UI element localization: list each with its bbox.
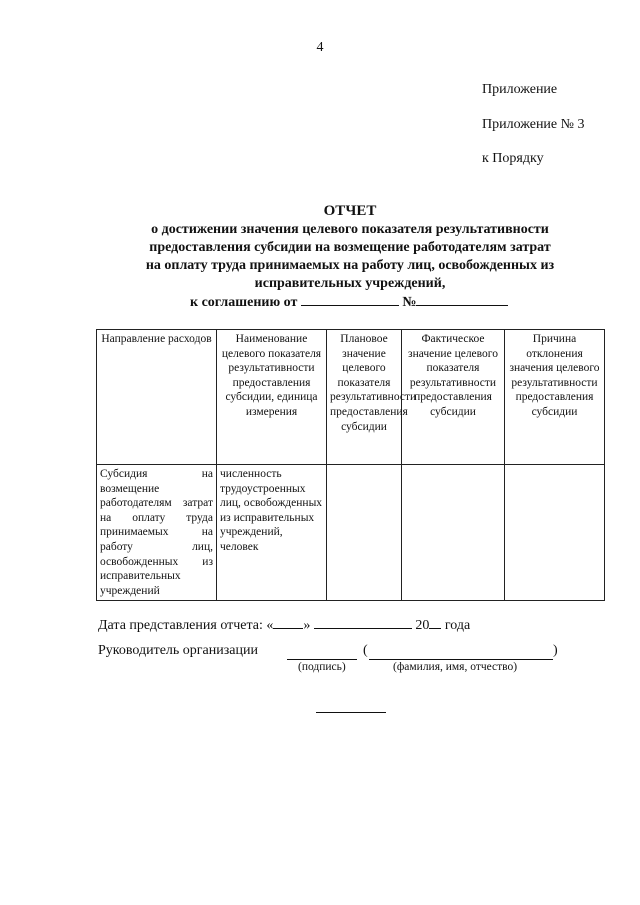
date-month-field[interactable] — [314, 615, 412, 629]
header-deviation-reason: Причина отклонения значения целевого результативности предоставления субсидии — [505, 330, 605, 465]
report-table — [96, 329, 605, 601]
report-subtitle — [90, 221, 610, 293]
year-prefix: 20 — [415, 618, 430, 633]
name-paren-open: ( — [363, 643, 368, 658]
date-day-field[interactable] — [273, 615, 303, 629]
appendix-order-ref: к Порядку — [482, 151, 544, 166]
header-direction: Направление расходов — [97, 330, 217, 465]
appendix-label: Приложение — [482, 82, 558, 97]
year-suffix: года — [444, 618, 471, 633]
full-name-field[interactable] — [369, 659, 553, 660]
cell-indicator-name: численность трудоустроенных лиц, освобожденных из исправительных учреждений, человек — [217, 465, 327, 601]
header-planned-value: Плановое значение целевого показателя результативности предоставления субсидии — [327, 330, 402, 465]
subtitle-line-1: о достижении значения целевого показателя результативности — [151, 222, 549, 237]
cell-planned-value[interactable] — [327, 465, 402, 601]
date-year-field[interactable] — [429, 615, 441, 629]
cell-direction: Субсидия на возмещение работодателям затрат на оплату труда принимаемых на работу лиц, освобожденных из исправительных учреждений — [97, 465, 217, 601]
agreement-number-sign: № — [402, 295, 417, 310]
agreement-number-field[interactable] — [416, 292, 508, 306]
end-divider — [316, 712, 386, 713]
agreement-prefix: к соглашению от — [190, 295, 298, 310]
cell-actual-value[interactable] — [402, 465, 505, 601]
header-actual-value: Фактическое значение целевого показателя результативности предоставления субсидии — [402, 330, 505, 465]
subtitle-line-4: исправительных учреждений, — [254, 276, 446, 291]
page-number: 4 — [316, 40, 324, 55]
cell-deviation-reason[interactable] — [505, 465, 605, 601]
agreement-date-field[interactable] — [301, 292, 399, 306]
appendix-number: Приложение № 3 — [482, 117, 585, 132]
full-name-caption: (фамилия, имя, отчество) — [393, 661, 518, 673]
signature-field[interactable] — [287, 659, 357, 660]
submission-date-line — [98, 615, 470, 634]
table-row — [97, 465, 605, 601]
org-head-label: Руководитель организации — [98, 643, 258, 658]
subtitle-line-3: на оплату труда принимаемых на работу лиц, освобожденных из — [145, 258, 555, 273]
date-label: Дата представления отчета: — [98, 618, 263, 633]
signature-caption: (подпись) — [298, 661, 346, 673]
date-open-quote: « — [266, 618, 274, 633]
date-close-quote: » — [303, 618, 311, 633]
table-header-row — [97, 330, 605, 465]
report-title: ОТЧЕТ — [323, 203, 377, 219]
agreement-line — [190, 292, 508, 311]
header-indicator-name: Наименование целевого показателя результативности предоставления субсидии, единица измерения — [217, 330, 327, 465]
subtitle-line-2: предоставления субсидии на возмещение работодателям затрат — [149, 240, 551, 255]
name-paren-close: ) — [553, 643, 558, 658]
